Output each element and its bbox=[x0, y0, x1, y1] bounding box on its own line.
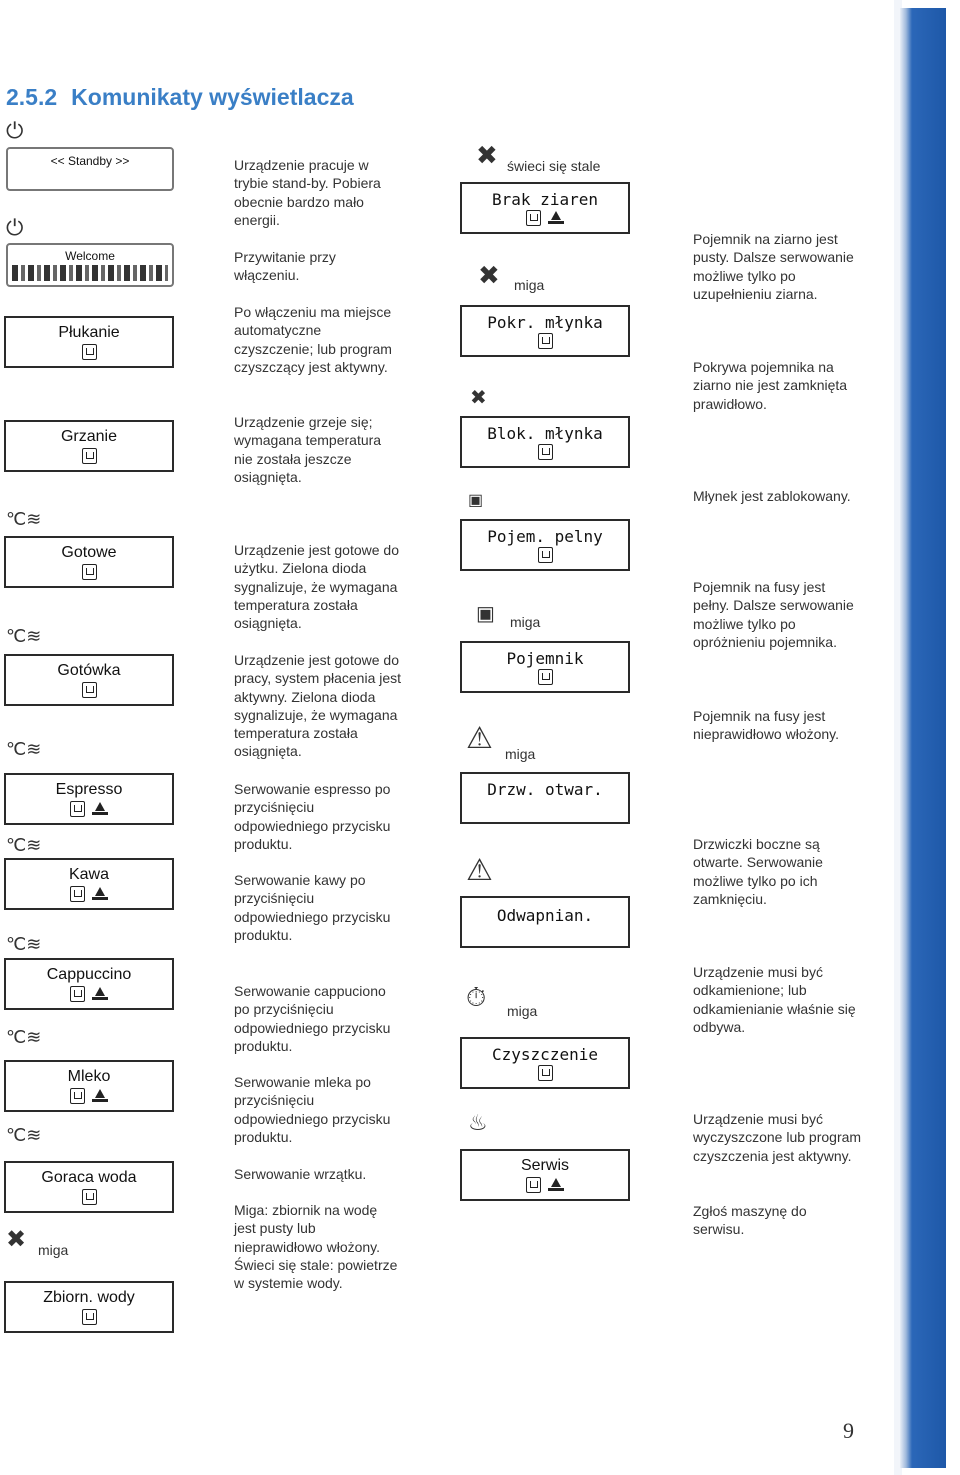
miga-label: miga bbox=[38, 1242, 69, 1258]
display-label: Kawa bbox=[68, 866, 110, 883]
mug-icon bbox=[526, 1177, 541, 1193]
mug-icon bbox=[70, 886, 85, 902]
mug-icon bbox=[538, 669, 553, 685]
desc-pojem-pelny: Pojemnik na fusy jest pełny. Dalsze serwowanie możliwe tylko po opróżnieniu pojemnika. bbox=[693, 579, 854, 650]
descale-icon: ⏱ bbox=[466, 982, 487, 1012]
cleaning-icon: ♨ bbox=[468, 1110, 488, 1135]
desc-espresso: Serwowanie espresso po przyciśnięciu odpowiedniego przycisku produktu. bbox=[234, 781, 391, 852]
display-welcome bbox=[6, 243, 174, 287]
mug-icon bbox=[526, 210, 541, 226]
welcome-icons-row bbox=[12, 265, 168, 281]
mug-icon bbox=[538, 1065, 553, 1081]
desc-pokr-mlynka: Pokrywa pojemnika na ziarno nie jest zamknięta prawidłowo. bbox=[693, 359, 848, 412]
desc-serwis: Zgłoś maszynę do serwisu. bbox=[693, 1203, 807, 1238]
display-label: Czyszczenie bbox=[492, 1045, 598, 1064]
desc-czyszczenie: Urządzenie musi być wyczyszczone lub program czyszczenia jest aktywny. bbox=[693, 1111, 862, 1164]
display-label: << Standby >> bbox=[50, 154, 130, 168]
desc-standby: Urządzenie pracuje w trybie stand-by. Pobiera obecnie bardzo mało energii. bbox=[234, 157, 381, 228]
display-zbiorn-wody bbox=[4, 1281, 174, 1333]
display-label: Mleko bbox=[67, 1068, 111, 1085]
cup-icon bbox=[548, 1177, 564, 1191]
display-pojem-pelny bbox=[460, 519, 630, 571]
display-drzw-otwar bbox=[460, 772, 630, 824]
mug-icon bbox=[70, 801, 85, 817]
desc-pojemnik: Pojemnik na fusy jest nieprawidłowo włożony. bbox=[693, 708, 840, 743]
desc-plukanie: Po włączeniu ma miejsce automatyczne czyszczenie; lub program czyszczący jest aktywny. bbox=[234, 304, 392, 375]
desc-welcome: Przywitanie przy włączeniu. bbox=[234, 249, 336, 284]
cup-icon bbox=[548, 210, 564, 224]
display-czyszczenie bbox=[460, 1037, 630, 1089]
display-odwapnian bbox=[460, 896, 630, 948]
cup-icon bbox=[92, 986, 108, 1000]
display-brak-ziaren bbox=[460, 182, 630, 234]
temperature-icon: ℃≋ bbox=[6, 1027, 42, 1047]
mug-icon bbox=[82, 1309, 97, 1325]
temperature-icon: ℃≋ bbox=[6, 1125, 42, 1145]
desc-zbiorn-wody: Miga: zbiornik na wodę jest pusty lub nieprawidłowo włożony. Świeci się stale: powietrze w systemie wody. bbox=[234, 1202, 398, 1292]
desc-brak-ziaren: Pojemnik na ziarno jest pusty. Dalsze serwowanie możliwe tylko po uzupełnieniu ziarna. bbox=[693, 231, 854, 302]
temperature-icon: ℃≋ bbox=[6, 509, 42, 529]
display-pokr-mlynka bbox=[460, 305, 630, 357]
display-label: Espresso bbox=[55, 781, 123, 798]
display-label: Grzanie bbox=[60, 428, 118, 445]
display-kawa bbox=[4, 858, 174, 910]
temperature-icon: ℃≋ bbox=[6, 739, 42, 759]
display-label: Płukanie bbox=[58, 324, 120, 341]
display-serwis bbox=[460, 1149, 630, 1201]
desc-cappuccino: Serwowanie cappuciono po przyciśnięciu odpowiedniego przycisku produktu. bbox=[234, 983, 391, 1054]
display-plukanie bbox=[4, 316, 174, 368]
desc-odwapnian: Urządzenie musi być odkamienione; lub odkamienianie właśnie się odbywa. bbox=[693, 964, 856, 1035]
display-mleko bbox=[4, 1060, 174, 1112]
miga-label: miga bbox=[507, 1003, 538, 1019]
display-label: Drzw. otwar. bbox=[487, 780, 603, 799]
desc-gotowka: Urządzenie jest gotowe do pracy, system płacenia jest aktywny. Zielona dioda sygnalizuje, że wymagana temperatura została osiągnięta. bbox=[234, 652, 402, 760]
beans-crossed-icon: ✖ bbox=[476, 140, 498, 170]
display-espresso bbox=[4, 773, 174, 825]
display-label: Welcome bbox=[65, 249, 115, 263]
display-label: Pojem. pelny bbox=[487, 527, 603, 546]
beans-crossed-icon: ✖ bbox=[470, 387, 487, 409]
section-heading bbox=[6, 84, 354, 111]
warning-icon: ⚠ bbox=[466, 722, 493, 755]
display-label: Goraca woda bbox=[41, 1169, 137, 1186]
desc-gotowe: Urządzenie jest gotowe do użytku. Zielona dioda sygnalizuje, że wymagana temperatura została osiągnięta. bbox=[234, 542, 399, 632]
power-icon: ⏻ bbox=[6, 118, 24, 143]
grounds-container-icon: ▣ bbox=[476, 603, 495, 625]
power-icon: ⏻ bbox=[6, 215, 24, 240]
temperature-icon: ℃≋ bbox=[6, 934, 42, 954]
display-label: Odwapnian. bbox=[496, 906, 594, 925]
desc-kawa: Serwowanie kawy po przyciśnięciu odpowiedniego przycisku produktu. bbox=[234, 872, 391, 943]
page-number: 9 bbox=[843, 1418, 854, 1443]
mug-icon bbox=[82, 682, 97, 698]
sidebar-bar bbox=[900, 8, 946, 1468]
miga-label: miga bbox=[514, 277, 545, 293]
mug-icon bbox=[70, 1088, 85, 1104]
mug-icon bbox=[82, 448, 97, 464]
desc-grzanie: Urządzenie grzeje się; wymagana temperatura nie została jeszcze osiągnięta. bbox=[234, 414, 382, 485]
miga-label: miga bbox=[510, 614, 541, 630]
mug-icon bbox=[538, 444, 553, 460]
desc-blok-mlynka: Młynek jest zablokowany. bbox=[693, 488, 851, 504]
desc-drzw-otwar: Drzwiczki boczne są otwarte. Serwowanie możliwe tylko po ich zamknięciu. bbox=[693, 836, 823, 907]
display-label: Brak ziaren bbox=[492, 190, 598, 209]
display-blok-mlynka bbox=[460, 416, 630, 468]
desc-mleko: Serwowanie mleka po przyciśnięciu odpowiedniego przycisku produktu. bbox=[234, 1074, 391, 1145]
display-label: Cappuccino bbox=[46, 966, 132, 983]
display-label: Pokr. młynka bbox=[487, 313, 603, 332]
cup-icon bbox=[92, 801, 108, 815]
display-grzanie bbox=[4, 420, 174, 472]
display-standby bbox=[6, 147, 174, 191]
display-gotowka bbox=[4, 654, 174, 706]
swieci-label: świeci się stale bbox=[507, 158, 601, 174]
mug-icon bbox=[82, 344, 97, 360]
display-label: Blok. młynka bbox=[487, 424, 603, 443]
warning-icon: ⚠ bbox=[466, 854, 493, 887]
grounds-container-icon: ▣ bbox=[468, 492, 484, 509]
display-label: Gotowe bbox=[61, 544, 117, 561]
temperature-icon: ℃≋ bbox=[6, 835, 42, 855]
display-pojemnik bbox=[460, 641, 630, 693]
section-title: Komunikaty wyświetlacza bbox=[71, 84, 354, 110]
desc-goraca-woda: Serwowanie wrzątku. bbox=[234, 1166, 367, 1182]
cup-icon bbox=[92, 1088, 108, 1102]
cup-icon bbox=[92, 886, 108, 900]
display-cappuccino bbox=[4, 958, 174, 1010]
beans-crossed-icon: ✖ bbox=[478, 260, 500, 290]
temperature-icon: ℃≋ bbox=[6, 626, 42, 646]
mug-icon bbox=[538, 333, 553, 349]
mug-icon bbox=[82, 564, 97, 580]
water-tank-crossed-icon: ✖ bbox=[6, 1226, 27, 1253]
display-goraca-woda bbox=[4, 1161, 174, 1213]
mug-icon bbox=[538, 547, 553, 563]
mug-icon bbox=[70, 986, 85, 1002]
display-label: Gotówka bbox=[57, 662, 121, 679]
mug-icon bbox=[82, 1189, 97, 1205]
display-label: Serwis bbox=[520, 1157, 569, 1174]
display-label: Pojemnik bbox=[506, 649, 584, 668]
section-number: 2.5.2 bbox=[6, 84, 58, 110]
display-label: Zbiorn. wody bbox=[43, 1289, 135, 1306]
miga-label: miga bbox=[505, 746, 536, 762]
display-gotowe bbox=[4, 536, 174, 588]
